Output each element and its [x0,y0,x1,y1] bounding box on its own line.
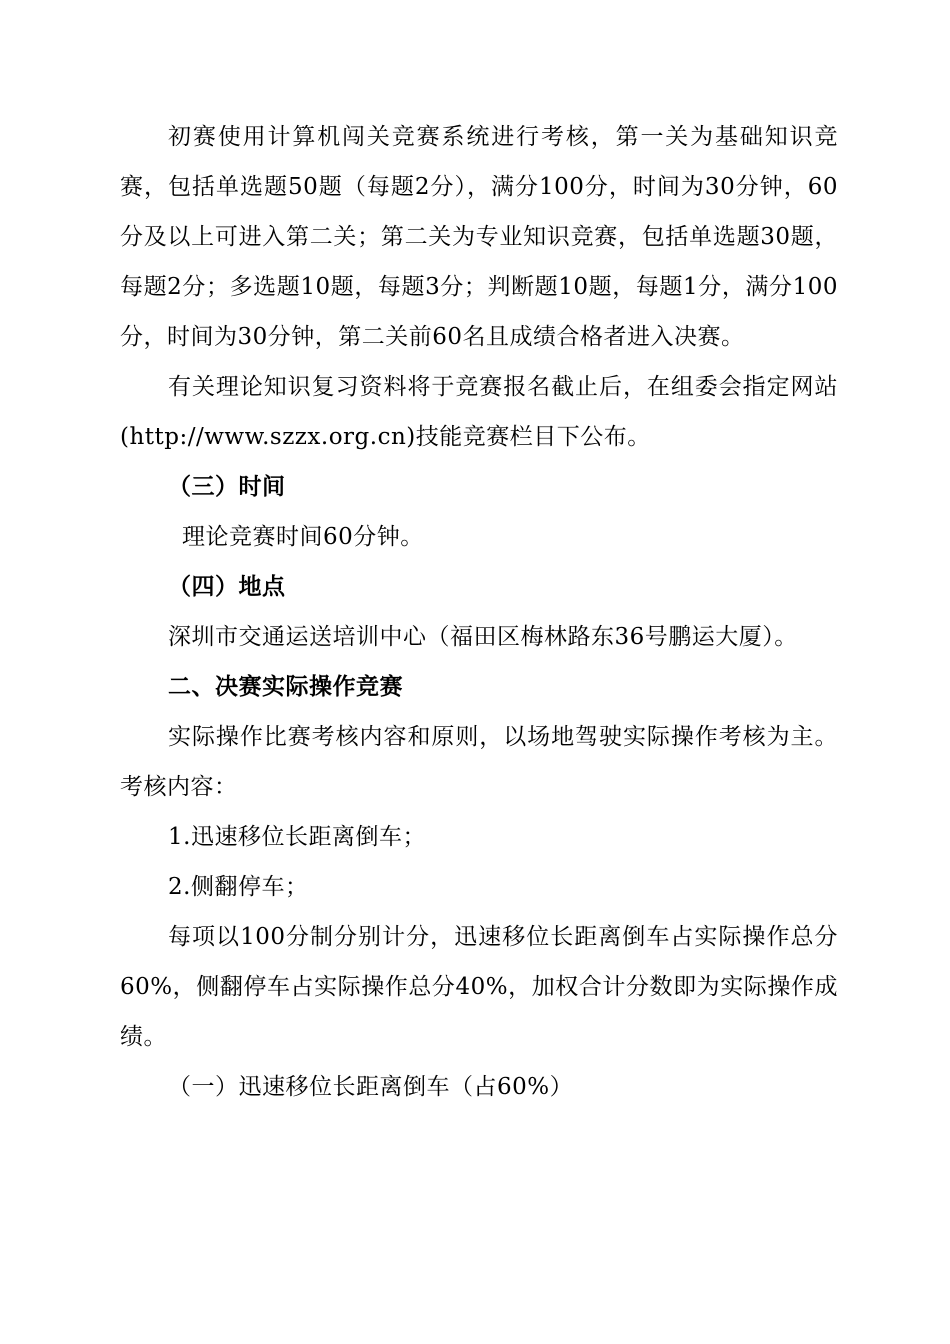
document-body [120,112,838,1112]
heading-final-practical: 二、决赛实际操作竞赛 [168,674,403,700]
paragraph-place: 深圳市交通运送培训中心（福田区梅林路东36号鹏运大厦）。 [168,624,798,650]
paragraph-time: 理论竞赛时间60分钟。 [182,524,424,550]
paragraph-study-materials: 有关理论知识复习资料将于竞赛报名截止后，在组委会指定网站(http://www.szzx.org.cn)技能竞赛栏目下公布。 [120,374,838,450]
heading-time: （三）时间 [168,474,286,500]
subheading-reversing: （一）迅速移位长距离倒车（占60%） [168,1074,574,1100]
paragraph-preliminary-exam: 初赛使用计算机闯关竞赛系统进行考核，第一关为基础知识竞赛，包括单选题50题（每题2分），满分100分，时间为30分钟，60分及以上可进入第二关；第二关为专业知识竞赛，包括单选题30题，每题2分；多选题10题，每题3分；判断题10题，每题1分，满分100分，时间为30分钟，第二关前60名且成绩合格者进入决赛。 [120,124,838,350]
paragraph-final-practical: 实际操作比赛考核内容和原则，以场地驾驶实际操作考核为主。考核内容： [120,724,838,800]
paragraph-scoring: 每项以100分制分别计分，迅速移位长距离倒车占实际操作总分60%，侧翻停车占实际操作总分40%，加权合计分数即为实际操作成绩。 [120,924,838,1050]
list-item-reversing: 1.迅速移位长距离倒车； [168,824,426,850]
list-item-side-parking: 2.侧翻停车； [168,874,309,900]
heading-place: （四）地点 [168,574,286,600]
